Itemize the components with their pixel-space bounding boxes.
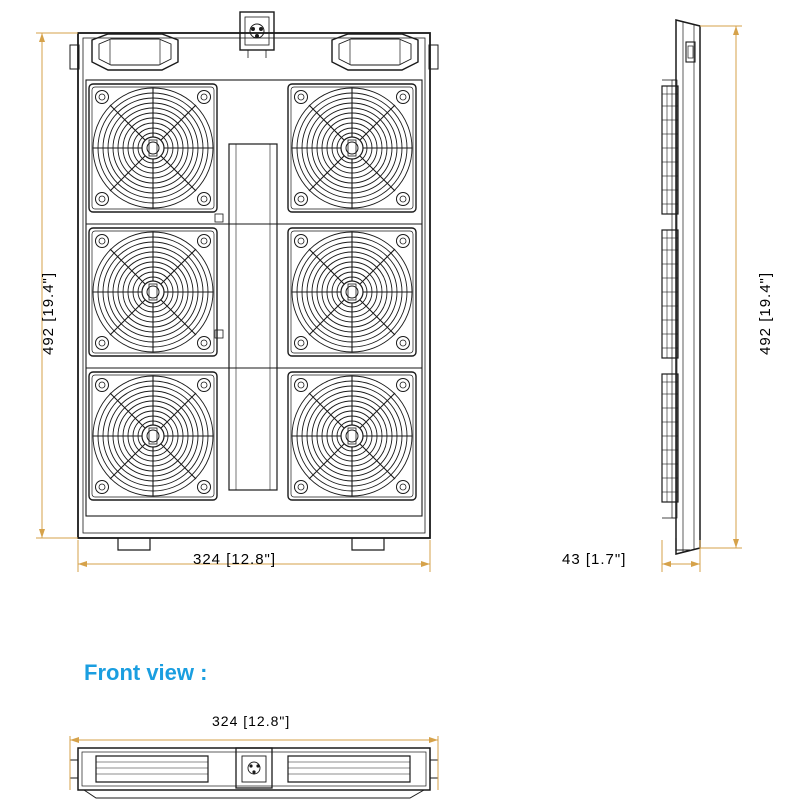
fan-unit-1 <box>89 84 217 212</box>
dimension-label-main-width: 324 [12.8"] <box>193 551 277 568</box>
fan-unit-3 <box>89 228 217 356</box>
top-mounting-bracket-left <box>92 34 178 70</box>
dimension-label-side-height: 492 [19.4"] <box>757 271 774 355</box>
fan-grid <box>89 84 416 500</box>
side-elevation-view <box>662 20 700 554</box>
top-plan-view <box>70 748 438 798</box>
fan-unit-4 <box>288 228 416 356</box>
dimension-label-side-depth: 43 [1.7"] <box>562 551 627 568</box>
dimension-lines-front <box>36 33 430 572</box>
top-mounting-bracket-right <box>332 34 418 70</box>
dimension-label-main-height: 492 [19.4"] <box>40 271 57 355</box>
power-connector-plan <box>236 748 272 788</box>
fan-unit-2 <box>288 84 416 212</box>
power-connector-top <box>240 12 274 58</box>
front-elevation-view <box>70 12 438 550</box>
fan-unit-5 <box>89 372 217 500</box>
dimension-lines-side <box>556 26 742 572</box>
dimension-label-top-width: 324 [12.8"] <box>212 713 291 729</box>
front-view-heading: Front view : <box>84 660 208 685</box>
central-cable-duct <box>229 144 277 490</box>
fan-unit-6 <box>288 372 416 500</box>
